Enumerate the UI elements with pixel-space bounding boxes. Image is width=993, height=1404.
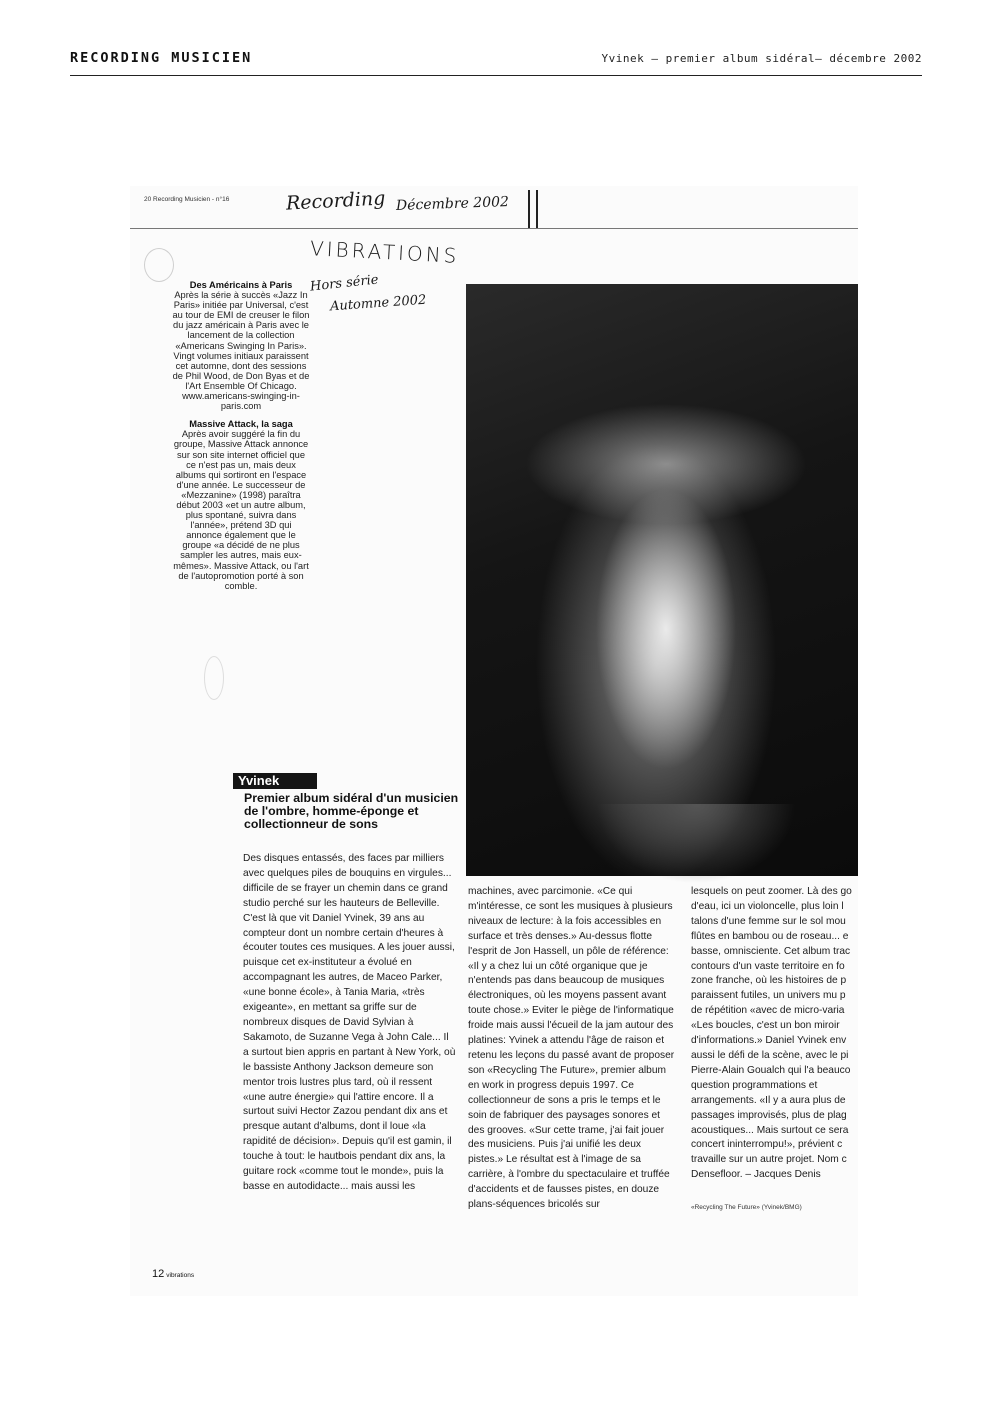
scan-divider: [130, 228, 858, 229]
column-line: paraissent futiles, un univers mu p: [691, 990, 846, 1002]
column-line: concert ininterrompu!», prévient c: [691, 1139, 843, 1151]
column-line: acoustiques... Mais surtout ce sera: [691, 1124, 849, 1136]
article-column-1: Des disques entassés, des faces par milliers avec quelques piles de bouquins en virgules... difficile de se frayer un chemin dans ce grand studio perché sur les hauteurs de Belleville. C'est là que vit Daniel Yvinek, 39 ans au compteur dont un nombre certain d'heures à écouter toutes ces musiques. A les jouer aussi, puisque cet ex-instituteur a évolué en accompagnant les autres, de Maceo Parker, «une bonne école», à Tania Maria, «très exigeante», en mettant sa griffe sur de nombreux disques de David Sylvian à Sakamoto, de Suzanne Vega à John Cale... Il a surtout bien appris en partant à New York, où le bassiste Anthony Jackson demeure son mentor trois lustres plus tard, où il ressent «une autre énergie» qui l'attire encore. Il a surtout suivi Hector Zazou pendant dix ans et presque autant d'albums, dont il loue «la rapidité de décision». Depuis qu'il est gamin, il touche à tout: le hautbois pendant dix ans, la guitare rock «comme tout le monde», puis la basse en autodidacte... mais aussi les: [243, 853, 456, 1192]
page-number: 12: [152, 1268, 165, 1280]
column-line: arrangements. «Il y a aura plus de: [691, 1094, 846, 1106]
news-column: [172, 280, 310, 599]
column-line: lesquels on peut zoomer. Là des go: [691, 886, 852, 897]
news-title: Massive Attack, la saga: [189, 419, 293, 430]
magazine-name: vibrations: [166, 1272, 195, 1279]
news-body: Après avoir suggéré la fin du groupe, Massive Attack annonce sur son site internet officiel que ce n'est pas un, mais deux albums qui sortiront en l'espace d'une année. Le successeur de «Mezzanine» (1998) paraîtra début 2003 «et un autre album, plus spontané, suivra dans l'année», prétend 3D qui annonce également que le groupe «a décidé de ne plus sampler les autres, mais eux-mêmes». Massive Attack, ou l'art de l'autopromotion porté à son comble.: [173, 429, 309, 591]
portrait-photo: [466, 284, 858, 876]
column-line: flûtes en bambou ou de roseau... e: [691, 930, 849, 942]
page-footer: [152, 1268, 194, 1280]
scanned-clipping: [130, 186, 858, 1296]
article-headline: Premier album sidéral d'un musicien de l'ombre, homme-éponge et collectionneur de sons: [244, 791, 459, 831]
handwritten-recording: Recording: [285, 187, 386, 215]
handwritten-vibrations: VIBRATIONS: [309, 236, 460, 268]
column-line: zone franche, où les histoires de p: [691, 975, 847, 987]
scan-page-meta: 20 Recording Musicien - n°16: [144, 196, 230, 203]
news-body: Après la série à succès «Jazz In Paris» initiée par Universal, c'est au tour de EMI de creuser le filon du jazz américain à Paris avec le lancement de la collection «Americans Swinging In Paris». Vingt volumes initiaux paraissent cet automne, dont des sessions de Phil Wood, de Don Byas et de l'Art Ensemble Of Chicago. www.americans-swinging-in-paris.com: [172, 290, 310, 412]
column-line: d'eau, ici un violoncelle, plus loin l: [691, 900, 844, 912]
news-item: [172, 280, 310, 411]
article-column-3: [691, 885, 858, 1183]
column-line: travaille sur un autre projet. Nom c: [691, 1154, 847, 1166]
page-header: [70, 50, 922, 76]
handwritten-date: Décembre 2002: [395, 194, 510, 214]
column-line: d'informations.» Daniel Yvinek env: [691, 1035, 847, 1047]
article-column-2: machines, avec parcimonie. «Ce qui m'intéresse, ce sont les musiques à plusieurs niveaux de lecture: à la fois accessibles en surface et très denses.» Au-dessus flotte l'esprit de Jon Hassell, un pôle de référence: «Il y a chez lui un côté organique que je n'entends pas dans beaucoup de musiques électroniques, où les moyens passent avant toute chose.» Eviter le piège de l'informatique froide mais aussi l'écueil de la jam autour des platines: Yvinek a attendu l'âge de raison et retenu les leçons du passé avant de proposer son «Recycling The Future», premier album en work in progress depuis 1997. Ce collectionneur de sons a pris le temps et le soin de fabriquer des paysages sonores et des grooves. «Sur cette trame, j'ai fait jouer des musiciens. Puis j'ai unifié les deux pistes.» Le résultat est à l'image de sa carrière, à l'ombre du spectaculaire et truffée d'accidents et de fausses pistes, en douze plans-séquences bricolés sur: [468, 886, 675, 1211]
handwritten-hors-serie: Hors série: [309, 272, 380, 295]
column-line: de répétition «avec de micro-varia: [691, 1005, 845, 1017]
news-item: [172, 419, 310, 591]
news-title: Des Américains à Paris: [189, 280, 293, 290]
column-line: aussi le défi de la scène, avec le pi: [691, 1049, 849, 1061]
column-line: basse, omnisciente. Cet album trac: [691, 945, 851, 957]
article-tag: Yvinek: [233, 773, 317, 789]
column-line: «Les boucles, c'est un bon miroir: [691, 1020, 840, 1032]
column-line: Pierre-Alain Goualch qui l'a beauco: [691, 1064, 851, 1076]
column-line: passages improvisés, plus de plag: [691, 1109, 847, 1121]
column-line: contours d'un vaste territoire en fo: [691, 960, 845, 972]
album-credit: «Recycling The Future» (Yvinek/BMG): [691, 1204, 802, 1211]
punch-hole-mark: [144, 248, 174, 282]
photo-shading: [596, 804, 796, 884]
punch-hole-mark: [204, 656, 224, 700]
column-line: question programmations et: [691, 1079, 818, 1091]
column-line: talons d'une femme sur le sol mou: [691, 915, 846, 927]
document-subtitle: Yvinek – premier album sidéral– décembre 2002: [601, 52, 922, 65]
publication-title: RECORDING MUSICIEN: [70, 50, 253, 66]
handwritten-double-bar: [528, 190, 538, 228]
handwritten-automne: Automne 2002: [329, 292, 427, 315]
column-line: Densefloor. – Jacques Denis: [691, 1169, 821, 1181]
